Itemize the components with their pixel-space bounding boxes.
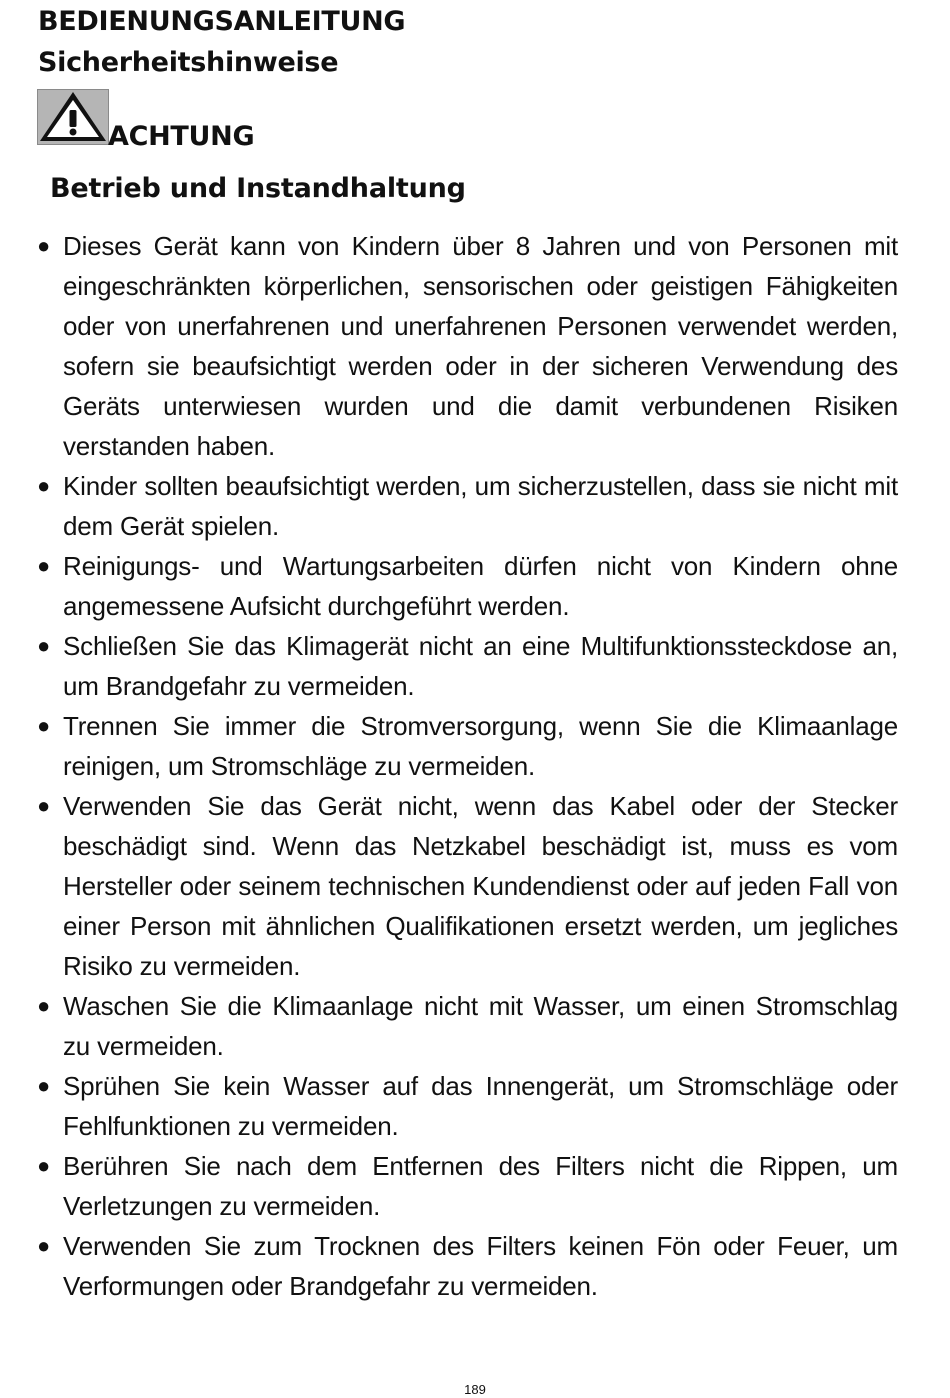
page-number: 189: [464, 1382, 486, 1397]
list-item-text: Reinigungs- und Wartungsarbeiten dürfen nicht von Kindern ohne angemessene Aufsicht durchgeführt werden.: [63, 551, 898, 621]
bullet-icon: ●: [37, 993, 51, 1018]
list-item: [0, 546, 950, 626]
list-item: [0, 786, 950, 986]
list-item: [0, 1146, 950, 1226]
warning-triangle-icon: [37, 89, 109, 145]
bullet-icon: ●: [37, 1153, 51, 1178]
list-item: [0, 466, 950, 546]
warning-label: ACHTUNG: [108, 121, 255, 152]
list-item-text: Schließen Sie das Klimagerät nicht an eine Multifunktionssteckdose an, um Brandgefahr zu vermeiden.: [63, 631, 898, 701]
list-item: [0, 706, 950, 786]
bullet-icon: ●: [37, 233, 51, 258]
bullet-icon: ●: [37, 473, 51, 498]
list-item: [0, 986, 950, 1066]
list-item-text: Sprühen Sie kein Wasser auf das Innengerät, um Stromschläge oder Fehlfunktionen zu vermeiden.: [63, 1071, 898, 1141]
section-heading: Betrieb und Instandhaltung: [50, 173, 466, 204]
document-subtitle: Sicherheitshinweise: [38, 47, 339, 78]
list-item-text: Kinder sollten beaufsichtigt werden, um sicherzustellen, dass sie nicht mit dem Gerät spielen.: [63, 471, 898, 541]
list-item-text: Trennen Sie immer die Stromversorgung, wenn Sie die Klimaanlage reinigen, um Stromschläge zu vermeiden.: [63, 711, 898, 781]
bullet-icon: ●: [37, 793, 51, 818]
list-item: [0, 1226, 950, 1306]
bullet-icon: ●: [37, 553, 51, 578]
bullet-icon: ●: [37, 713, 51, 738]
list-item: [0, 626, 950, 706]
bullet-icon: ●: [37, 633, 51, 658]
list-item-text: Berühren Sie nach dem Entfernen des Filters nicht die Rippen, um Verletzungen zu vermeiden.: [63, 1151, 898, 1221]
document-title: BEDIENUNGSANLEITUNG: [38, 6, 406, 37]
list-item-text: Verwenden Sie zum Trocknen des Filters keinen Fön oder Feuer, um Verformungen oder Brandgefahr zu vermeiden.: [63, 1231, 898, 1301]
bullet-icon: ●: [37, 1073, 51, 1098]
safety-instructions-list: [0, 226, 950, 1306]
list-item: [0, 226, 950, 466]
list-item-text: Dieses Gerät kann von Kindern über 8 Jahren und von Personen mit eingeschränkten körperlichen, sensorischen oder geistigen Fähigkeiten oder von unerfahrenen und unerfahrenen Personen verwendet werden, sofern sie beaufsichtigt werden oder in der sicheren Verwendung des Geräts unterwiesen wurden und die damit verbundenen Risiken verstanden haben.: [63, 231, 898, 461]
list-item: [0, 1066, 950, 1146]
list-item-text: Waschen Sie die Klimaanlage nicht mit Wasser, um einen Stromschlag zu vermeiden.: [63, 991, 898, 1061]
bullet-icon: ●: [37, 1233, 51, 1258]
list-item-text: Verwenden Sie das Gerät nicht, wenn das Kabel oder der Stecker beschädigt sind. Wenn das Netzkabel beschädigt ist, muss es vom Hersteller oder seinem technischen Kundendienst oder auf jeden Fall von einer Person mit ähnlichen Qualifikationen ersetzt werden, um jegliches Risiko zu vermeiden.: [63, 791, 898, 981]
